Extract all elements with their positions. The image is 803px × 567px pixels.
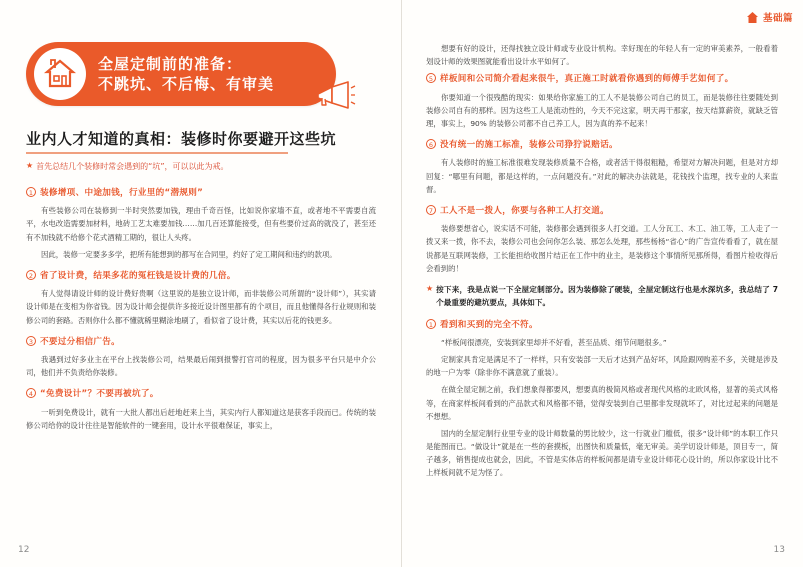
item-number: 3 — [26, 336, 36, 346]
page-number-right: 13 — [773, 545, 785, 555]
list-item — [26, 186, 376, 261]
list-item — [26, 269, 376, 327]
item-heading: 看到和买到的完全不符。 — [440, 319, 538, 330]
item-number: 4 — [26, 388, 36, 398]
item-heading: 工人不是一拨人，你要与各种工人打交道。 — [440, 205, 609, 216]
star-icon: ★ — [426, 283, 434, 293]
item-heading: 不要过分相信广告。 — [40, 336, 121, 347]
item-heading: “免费设计”？不要再被坑了。 — [40, 389, 159, 400]
list-item — [426, 138, 778, 196]
article-lead — [26, 160, 376, 174]
item-paragraph: “样板间很漂亮，安装到家里却并不好看，甚至品质、细节问题很多。” — [441, 337, 667, 347]
banner-text — [98, 54, 274, 95]
list-item — [26, 335, 376, 380]
section-tab-label: 基础篇 — [762, 13, 793, 24]
item-heading-row — [426, 318, 778, 333]
left-page — [0, 0, 401, 567]
item-heading: 省了设计费，结果多花的冤枉钱是设计费的几倍。 — [40, 270, 236, 281]
item-number: 1 — [426, 319, 436, 329]
banner-title-line2: 不跳坑、不后悔、有审美 — [98, 75, 275, 93]
item-heading-row — [426, 72, 778, 87]
item-paragraph: 因此，装修一定要多多学，把所有能想到的都写在合同里，约好了定工期间和违约的款项。 — [41, 249, 337, 259]
callout-text: 按下来，我是点说一下全屋定制部分。因为装修除了硬装，全屋定制这行也是水深坑多，我总结了 7 个最重要的避坑要点，具体如下。 — [436, 284, 778, 308]
item-paragraph: 有人觉得请设计师的设计费好贵啊（这里说的是独立设计师，而非装修公司所谓的“设计师”），其实请设计师是在变相为你省钱。因为设计师会提供许多接近设计图里都有的个项目，而且他懂得各行业规则和装修公司的套路。否则你什么都不懂就稀里糊涂地刷了，看似省了设计费，其实以后花的钱更多。 — [26, 289, 376, 325]
item-heading-row — [426, 138, 778, 153]
item-number: 5 — [426, 73, 436, 83]
section-tab — [746, 10, 793, 24]
item-paragraph: 我遇到过好多业主在平台上找装修公司，结果最后闹到报警打官司的程度，因为很多平台只是中介公司，他们并不负责给你装修。 — [26, 355, 376, 378]
item-paragraph: 定制家具肯定是满足不了一样样，只有安装部一天后才达到产品好坏，风险跟网购差不多，关键是涉及的地一户为零（除非你不满意就了重装）。 — [426, 354, 778, 378]
callout-block — [426, 283, 778, 310]
star-icon: ★ — [26, 161, 34, 170]
item-paragraph: 在做全屋定制之前，我们想象得都要风，想要真的极简风格或者现代风格的北欧风格，显著的美式风格等，在商家样板间看到的产品款式和风格都不错，觉得安装到自己里都非发现就坏了，对比过起来的问题是不想想。 — [426, 385, 778, 421]
house-icon — [746, 11, 759, 24]
item-paragraph: 有些装修公司在装修到一半时突然要加钱，理由千奇百怪，比如说你家墙不直，或者地不平需要自流平，水电改造需要加材料，地砖工艺太难要加钱……加几百还算能接受，但有些要价过高的就没了，甚至还有不加钱就不给修个花式酒精工期的，很让人头疼。 — [26, 206, 376, 242]
section-banner — [26, 42, 336, 106]
article-title: 业内人才知道的真相：装修时你要避开这些坑 — [26, 130, 337, 148]
item-heading: 装修增项、中途加钱，行业里的“潜规则” — [40, 188, 204, 198]
item-paragraph: 装修要想省心，说实话不可能，装修都会遇到很多人打交道。工人分瓦工、木工、油工等，工人走了一拨又来一拨，你不去，装修公司也会问你怎么装、那怎么处理，那些杨杨“省心”的广告宣传看看了，就在屋说都是互联网装修，工长能担给收图片结正在工作中的业主，是装修这个事情所见那所得，看图片检收得后会看到的！ — [426, 224, 778, 273]
item-paragraph: 有人装修时的施工标准很难发现装修质量不合格，或者活干得很粗糙，希望对方解决问题，但是对方却回复：“哪里有问题，都是这样的，一点问题没有。”对此的解决办法就是，花钱找个监理，找专业的人来监督。 — [426, 158, 778, 194]
megaphone-icon — [312, 78, 356, 112]
item-paragraph: 一听到免费设计，就有一大批人都出后赶地赶来上当，其实内行人都知道这是获客手段而已。传统的装修公司给你的设计往往是智能软件的一键套用，设计水平很难保证，事实上， — [26, 407, 376, 430]
item-heading-row — [26, 387, 376, 402]
item-number: 7 — [426, 205, 436, 215]
list-item — [26, 387, 376, 432]
list-item — [426, 204, 778, 275]
list-item — [426, 72, 778, 130]
item-heading-row — [26, 269, 376, 284]
item-heading: 没有统一的施工标准，装修公司狰狞说赔话。 — [440, 140, 618, 151]
list-item — [426, 318, 778, 480]
title-underline — [26, 152, 288, 154]
item-number: 6 — [426, 139, 436, 149]
left-column-body — [26, 186, 376, 440]
item-heading-row — [26, 335, 376, 350]
article-lead-text: 首先总结几个装修时常会遇到的“坑”，可以以此为戒。 — [36, 162, 229, 171]
item-heading-row — [26, 186, 376, 201]
page-number-left: 12 — [18, 545, 30, 555]
house-badge-icon — [34, 48, 86, 100]
item-heading: 样板间和公司简介看起来很牛，真正施工时就看你遇到的师傅手艺如何了。 — [440, 74, 734, 85]
item-paragraph: 国内的全屋定制行业里专业的设计师数量的男比较少，这一行就业门槛低，很多“设计师”的本职工作只是能图而已。“做设计”就是在一些的套摸板，出图快和质量低，毫无审美。美学切设计师是，顶目专一，简子越多，销售提成也就会，因此，不管是实体店的样板间都是请专业设计师花心设计的，所以你家设计比不上样板间就不足为怪了。 — [426, 428, 778, 478]
item-paragraph: 你要知道一个很残酷的现实：如果给你家施工的工人不是装修公司自己的员工，而是装修往往要随处到装修公司自有的那样。因为这些工人是流动性的，今天不完这家，明天再干那家，按天结算薪资，就缺乏管理，事实上，90% 的装修公司都不自己养工人，因为真的养不起来！ — [426, 92, 778, 128]
item-number: 2 — [26, 270, 36, 280]
right-column-body — [426, 42, 778, 488]
right-page — [402, 0, 803, 567]
intro-paragraph: 想要有好的设计，还得找独立设计师或专业设计机构。幸好现在的年轻人有一定的审美素养，一般看着划设计师的效果图就能看出设计水平如何了。 — [426, 44, 778, 67]
item-heading-row — [426, 204, 778, 219]
item-number: 1 — [26, 187, 36, 197]
banner-title-line1: 全屋定制前的准备： — [98, 54, 243, 73]
